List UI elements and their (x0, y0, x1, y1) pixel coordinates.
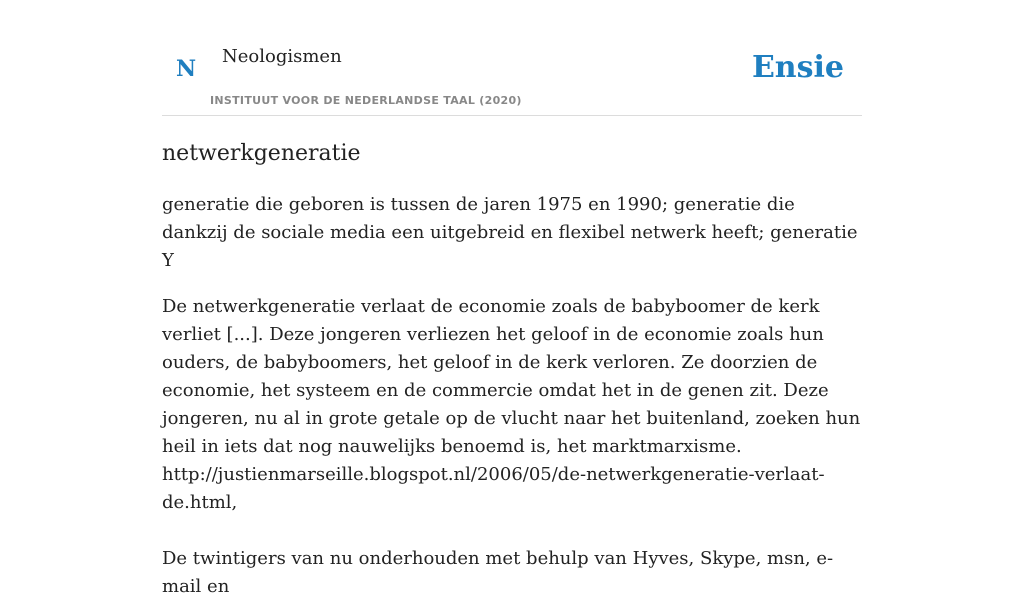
source-logo[interactable]: N (176, 56, 197, 82)
ensie-logo[interactable]: Ensie (751, 50, 844, 85)
source-name-link[interactable]: Neologismen (222, 46, 342, 67)
quote-text: De twintigers van nu onderhouden met behulp van Hyves, Skype, msn, e-mail en (162, 548, 834, 597)
source-meta: INSTITUUT VOOR DE NEDERLANDSE TAAL (2020) (210, 94, 522, 107)
entry-card (162, 36, 862, 601)
entry-header (162, 36, 862, 116)
quote-text: De netwerkgeneratie verlaat de economie zoals de babyboomer de kerk verliet [...]. Deze jongeren verliezen het geloof in de economie zoals hun ouders, de babyboomers, het geloof in de kerk verloren. Ze doorzien de economie, het systeem en de commercie omdat het in de genen zit. Deze jongeren, nu al in grote getale op de vlucht naar het buitenland, zoeken hun heil in iets dat nog nauwelijks benoemd is, het marktmarxisme. (162, 296, 861, 457)
entry-term: netwerkgeneratie (162, 141, 361, 166)
quote-paragraph (162, 545, 862, 601)
quote-paragraph (162, 293, 862, 517)
quote-source-url: http://justienmarseille.blogspot.nl/2006/05/de-netwerkgeneratie-verlaat-de.html, (162, 464, 825, 513)
entry-definition: generatie die geboren is tussen de jaren 1975 en 1990; generatie die dankzij de sociale media een uitgebreid en flexibel netwerk heeft; generatie Y (162, 194, 858, 271)
